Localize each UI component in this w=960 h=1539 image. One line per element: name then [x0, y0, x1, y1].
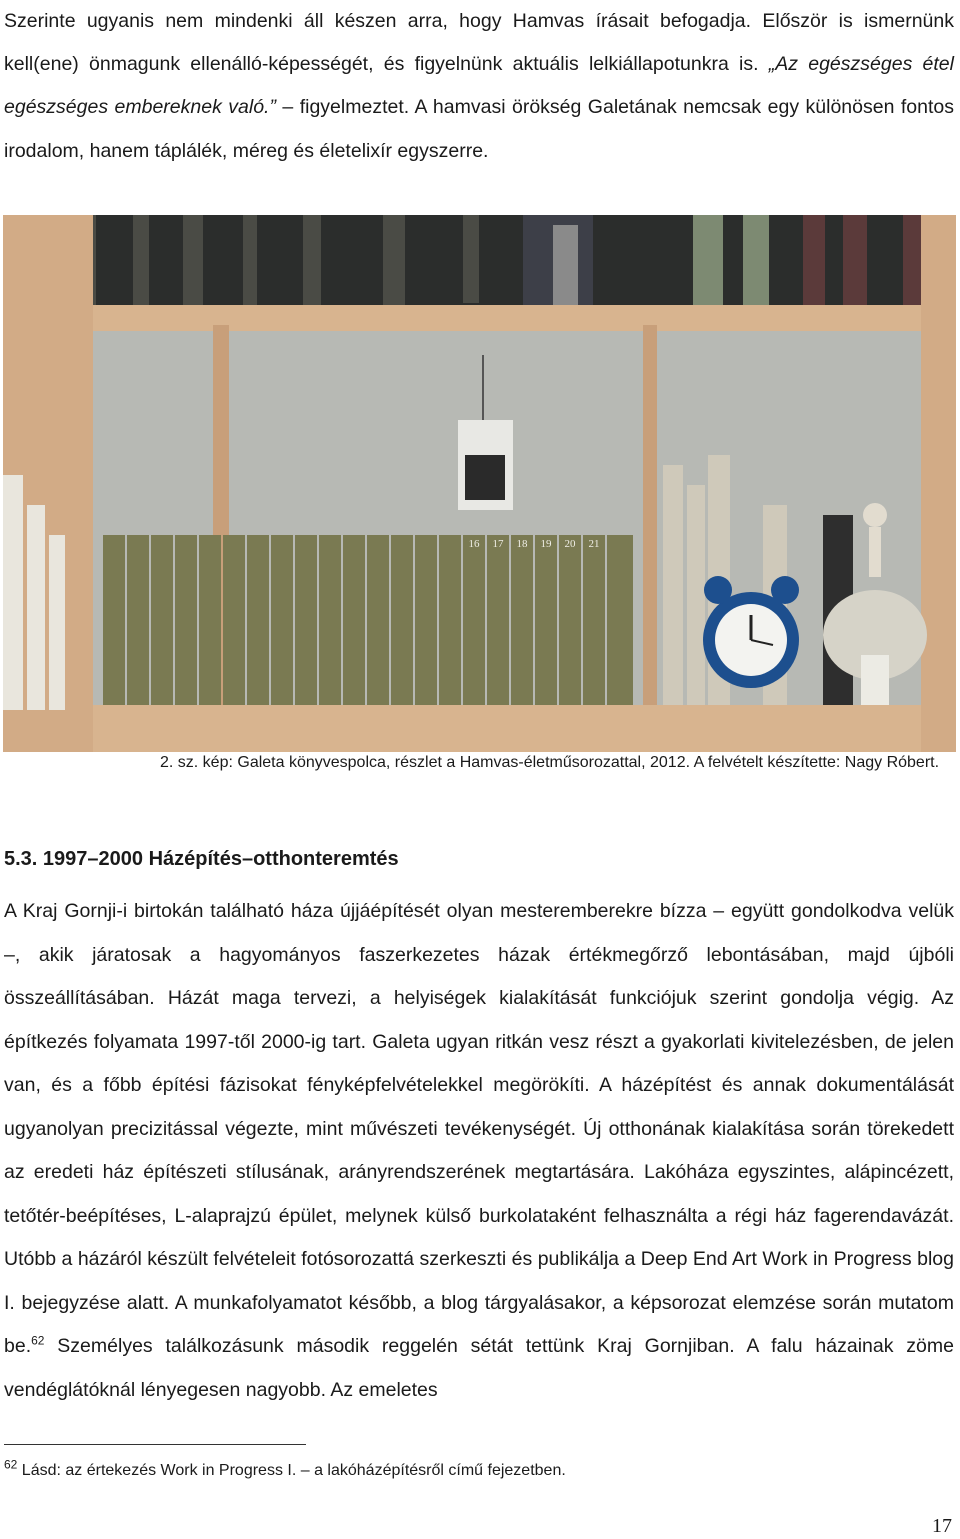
book-number: 16 [468, 538, 480, 550]
section-text-continued: Személyes találkozásunk második reggelén sétát tettünk Kraj Gornjiban. A falu házainak zöme vendéglátóknál lényegesen nagyobb. Az emeletes [4, 1335, 954, 1401]
book-number: 20 [564, 538, 576, 550]
book-number: 17 [492, 538, 504, 550]
footnote-reference[interactable]: 62 [31, 1333, 45, 1348]
intro-paragraph [4, 0, 954, 173]
page-number: 17 [932, 1515, 952, 1537]
section-heading: 5.3. 1997–2000 Házépítés–otthonteremtés [4, 848, 399, 870]
intro-text-continued: – figyelmeztet. A hamvasi örökség Galetának nemcsak egy különösen fontos irodalom, hanem táplálék, méreg és életelixír egyszerre. [4, 96, 954, 162]
book-number: 21 [588, 538, 600, 550]
footnote-text: Lásd: az értekezés Work in Progress I. – a lakóházépítésről című fejezetben. [17, 1462, 566, 1479]
footnote-number: 62 [4, 1457, 18, 1472]
intro-text: Szerinte ugyanis nem mindenki áll készen arra, hogy Hamvas írásait befogadja. Először is ismernünk kell(ene) önmagunk ellenálló-képességét, és figyelnünk aktuális lelkiállapotunkra is. [4, 10, 954, 76]
bookshelf-photo [3, 215, 956, 752]
section-text: A Kraj Gornji-i birtokán található háza újjáépítését olyan mesteremberekre bízza – együtt gondolkodva velük –, akik járatosak a hagyományos faszerkezetes házak értékmegőrző lebontásában, majd újbóli összeállításában. Házát maga tervezi, a helyiségek kialakítását funkciójuk szerint gondolja végig. Az építkezés folyamata 1997-től 2000-ig tart. Galeta ugyan ritkán vesz részt a gyakorlati kivitelezésben, de jelen van, és a főbb építési fázisokat fényképfelvételekkel megörökíti. A házépítést és annak dokumentálását ugyanolyan precizitással végezte, mint művészeti tevékenységét. Új otthonának kialakítása során törekedett az eredeti ház építészeti stílusának, arányrendszerének megtartására. Lakóháza egyszintes, alápincézett, tetőtér-beépítéses, L-alaprajzú épület, melynek külső burkolataként felhasználta a régi ház fagerendavázát. Utóbb a házáról készült felvételeit fotósorozattá szerkeszti és publikálja a Deep End Art Work in Progress blog I. bejegyzése alatt. A munkafolyamatot később, a blog tárgyalásakor, a képsorozat elemzése során mutatom be. [4, 900, 954, 1357]
intro-quote: „Az egészséges étel egészséges embereknek való.” [4, 53, 954, 119]
book-number: 18 [516, 538, 528, 550]
section-body [4, 890, 954, 1412]
footnote-divider [4, 1444, 306, 1445]
footnote [4, 1457, 566, 1482]
book-number: 19 [540, 538, 552, 550]
figure-caption: 2. sz. kép: Galeta könyvespolca, részlet a Hamvas-életműsorozattal, 2012. A felvételt készítette: Nagy Róbert. [160, 754, 940, 771]
